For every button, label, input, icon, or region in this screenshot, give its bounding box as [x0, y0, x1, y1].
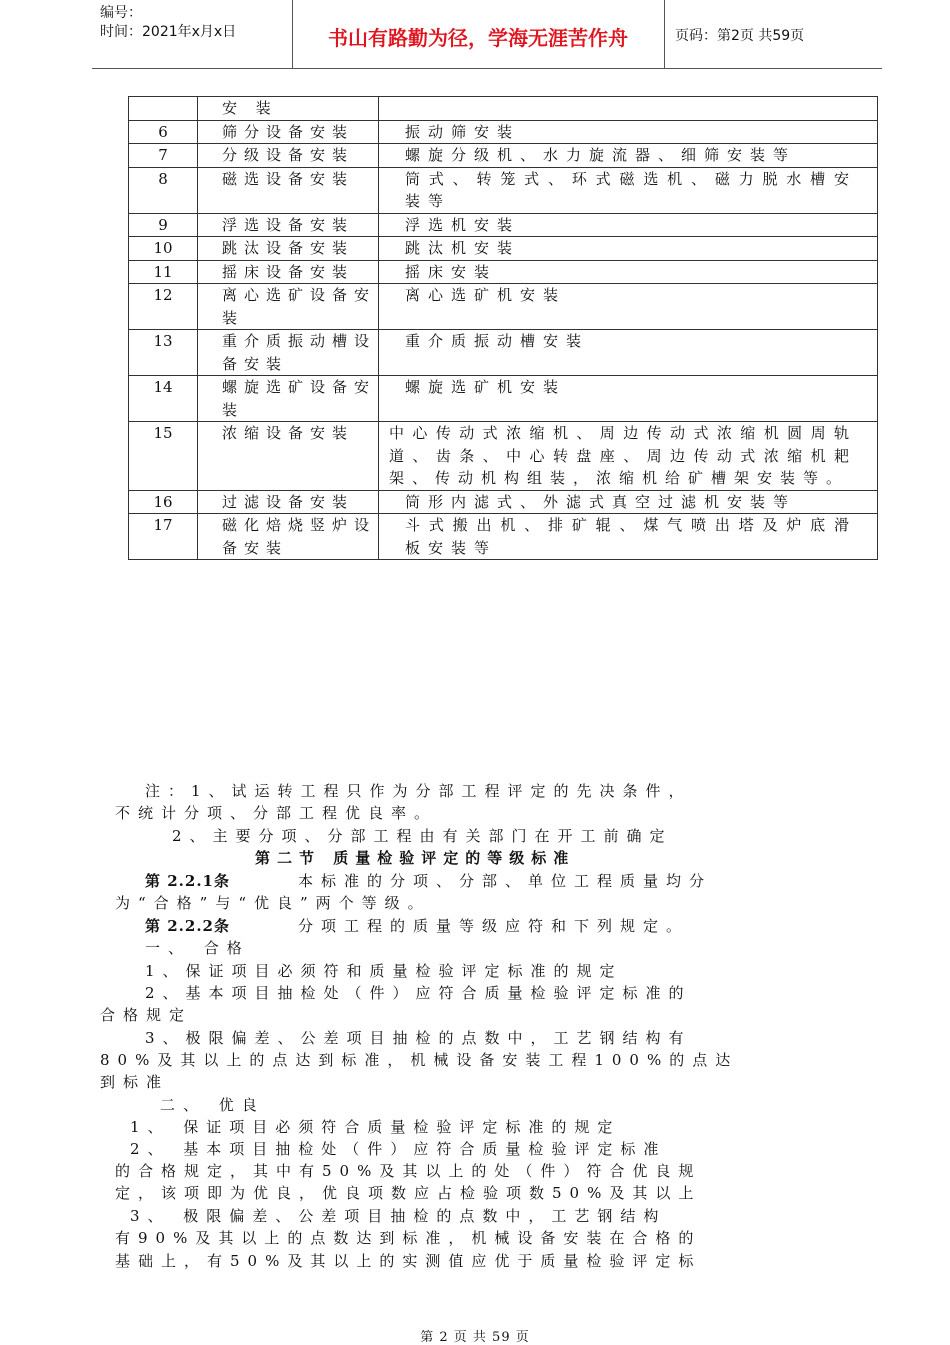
row-content-cell [379, 260, 878, 284]
row-name-cell [198, 97, 379, 121]
header-meta [100, 4, 236, 42]
excellent-item-2a: 2、 基本项目抽检处（件）应符合质量检验评定标准 [130, 1140, 667, 1158]
row-number: 17 [129, 514, 198, 560]
table-row [129, 514, 878, 560]
row-name: 螺旋选矿设备安装 [222, 378, 377, 419]
table-row [129, 330, 878, 376]
table-row [129, 120, 878, 144]
row-content: 螺旋选矿机安装 [405, 378, 567, 396]
row-content: 跳汰机安装 [405, 239, 521, 257]
row-name: 浮选设备安装 [222, 215, 355, 234]
row-content: 摇床安装 [405, 262, 498, 281]
row-number: 13 [129, 330, 198, 376]
row-name: 浓缩设备安装 [222, 424, 355, 442]
row-name: 跳汰设备安装 [222, 239, 355, 257]
row-content: 离心选矿机安装 [405, 286, 567, 304]
project-table [128, 96, 878, 560]
row-content-cell [379, 144, 878, 168]
row-content-cell [379, 490, 878, 514]
article-2-2-1-cont: 为“合格”与“优良”两个等级。 [115, 894, 431, 912]
qualified-item-3a: 3、极限偏差、公差项目抽检的点数中，工艺钢结构有 [145, 1029, 692, 1047]
project-table-body [129, 97, 878, 560]
row-name: 安 装 [222, 99, 278, 117]
table-row [129, 237, 878, 261]
row-name-cell [198, 120, 379, 144]
row-name-cell [198, 330, 379, 376]
row-content-cell [379, 422, 878, 491]
row-content-cell [379, 330, 878, 376]
row-name-cell [198, 376, 379, 422]
row-content-cell [379, 376, 878, 422]
table-row [129, 167, 878, 213]
row-name: 过滤设备安装 [222, 492, 355, 511]
time-label: 时间：2021年x月x日 [100, 24, 237, 40]
row-name: 分级设备安装 [222, 146, 355, 164]
excellent-item-3a: 3、 极限偏差、公差项目抽检的点数中，工艺钢结构 [130, 1207, 667, 1225]
header-motto: 书山有路勤为径，学海无涯苦作舟 [328, 26, 628, 50]
page-footer: 第 2 页 共 59 页 [420, 1330, 530, 1345]
row-content: 筒式、转笼式、环式磁选机、磁力脱水槽安装等 [405, 169, 857, 210]
row-number: 6 [129, 120, 198, 144]
row-name: 重介质振动槽设备安装 [222, 332, 377, 373]
row-content: 振动筛安装 [405, 122, 521, 141]
row-name-cell [198, 144, 379, 168]
table-row [129, 284, 878, 330]
header-divider [664, 0, 665, 68]
row-content: 螺旋分级机、水力旋流器、细筛安装等 [405, 146, 797, 164]
excellent-item-2b: 的合格规定，其中有50%及其以上的处（件）符合优良规 [115, 1162, 702, 1180]
note-2: 2、主要分项、分部工程由有关部门在开工前确定 [172, 827, 673, 845]
row-name-cell [198, 514, 379, 560]
row-name: 离心选矿设备安装 [222, 286, 377, 327]
table-row [129, 490, 878, 514]
row-number: 14 [129, 376, 198, 422]
heading-qualified: 一、 合格 [145, 939, 250, 957]
number-label: 编号： [100, 5, 142, 21]
row-content-cell [379, 167, 878, 213]
row-content-cell [379, 213, 878, 237]
table-row [129, 144, 878, 168]
article-2-2-1-text: 本标准的分项、分部、单位工程质量均分 [298, 872, 713, 890]
row-content: 浮选机安装 [405, 215, 521, 234]
page-header [92, 0, 882, 69]
row-number: 9 [129, 213, 198, 237]
article-2-2-2-text: 分项工程的质量等级应符和下列规定。 [298, 917, 690, 935]
row-content-cell [379, 514, 878, 560]
qualified-item-1: 1、保证项目必须符和质量检验评定标准的规定 [145, 962, 623, 980]
row-name-cell [198, 167, 379, 213]
qualified-item-2b: 合格规定 [100, 1006, 193, 1024]
table-row [129, 97, 878, 121]
row-name-cell [198, 213, 379, 237]
row-number: 7 [129, 144, 198, 168]
row-content-cell [379, 97, 878, 121]
qualified-item-3b: 80%及其以上的点达到标准，机械设备安装工程100%的点达 [100, 1051, 739, 1069]
row-content-cell [379, 237, 878, 261]
section-title: 第二节 质量检验评定的等级标准 [255, 849, 576, 867]
table-row [129, 376, 878, 422]
excellent-item-3c: 基础上，有50%及其以上的实测值应优于质量检验评定标 [115, 1252, 702, 1270]
row-name: 磁化焙烧竖炉设备安装 [222, 516, 377, 557]
row-content-cell [379, 284, 878, 330]
heading-excellent: 二、 优良 [160, 1096, 265, 1114]
row-content-cell [379, 120, 878, 144]
row-content: 重介质振动槽安装 [405, 332, 590, 350]
row-number: 15 [129, 422, 198, 491]
row-content: 中心传动式浓缩机、周边传动式浓缩机圆周轨道、齿条、中心转盘座、周边传动式浓缩机耙架、传动机构组装，浓缩机给矿槽架安装等。 [389, 424, 857, 487]
qualified-item-2a: 2、基本项目抽检处（件）应符合质量检验评定标准的 [145, 984, 692, 1002]
row-number: 12 [129, 284, 198, 330]
row-number [129, 97, 198, 121]
row-number: 10 [129, 237, 198, 261]
excellent-item-2c: 定，该项即为优良，优良项数应占检验项数50%及其以上 [115, 1184, 702, 1202]
row-number: 11 [129, 260, 198, 284]
article-2-2-2-no: 第 2.2.2条 [145, 917, 230, 935]
row-content: 筒形内滤式、外滤式真空过滤机安装等 [405, 492, 797, 511]
row-name-cell [198, 284, 379, 330]
row-number: 16 [129, 490, 198, 514]
qualified-item-3c: 到标准 [100, 1073, 170, 1091]
article-2-2-1-no: 第 2.2.1条 [145, 872, 230, 890]
excellent-item-1: 1、 保证项目必须符合质量检验评定标准的规定 [130, 1118, 621, 1136]
table-row [129, 422, 878, 491]
row-name: 筛分设备安装 [222, 122, 355, 141]
row-name-cell [198, 237, 379, 261]
table-row [129, 213, 878, 237]
row-name: 摇床设备安装 [222, 262, 355, 281]
row-name-cell [198, 422, 379, 491]
row-content: 斗式搬出机、排矿辊、煤气喷出塔及炉底滑板安装等 [405, 516, 857, 557]
row-name: 磁选设备安装 [222, 169, 355, 188]
note-1b: 不统计分项、分部工程优良率。 [115, 804, 438, 822]
row-number: 8 [129, 167, 198, 213]
table-row [129, 260, 878, 284]
header-page-info: 页码：第2页 共59页 [675, 28, 805, 44]
row-name-cell [198, 260, 379, 284]
excellent-item-3b: 有90%及其以上的点数达到标准，机械设备安装在合格的 [115, 1229, 702, 1247]
row-name-cell [198, 490, 379, 514]
note-1a: 注：1、试运转工程只作为分部工程评定的先决条件， [145, 782, 692, 800]
